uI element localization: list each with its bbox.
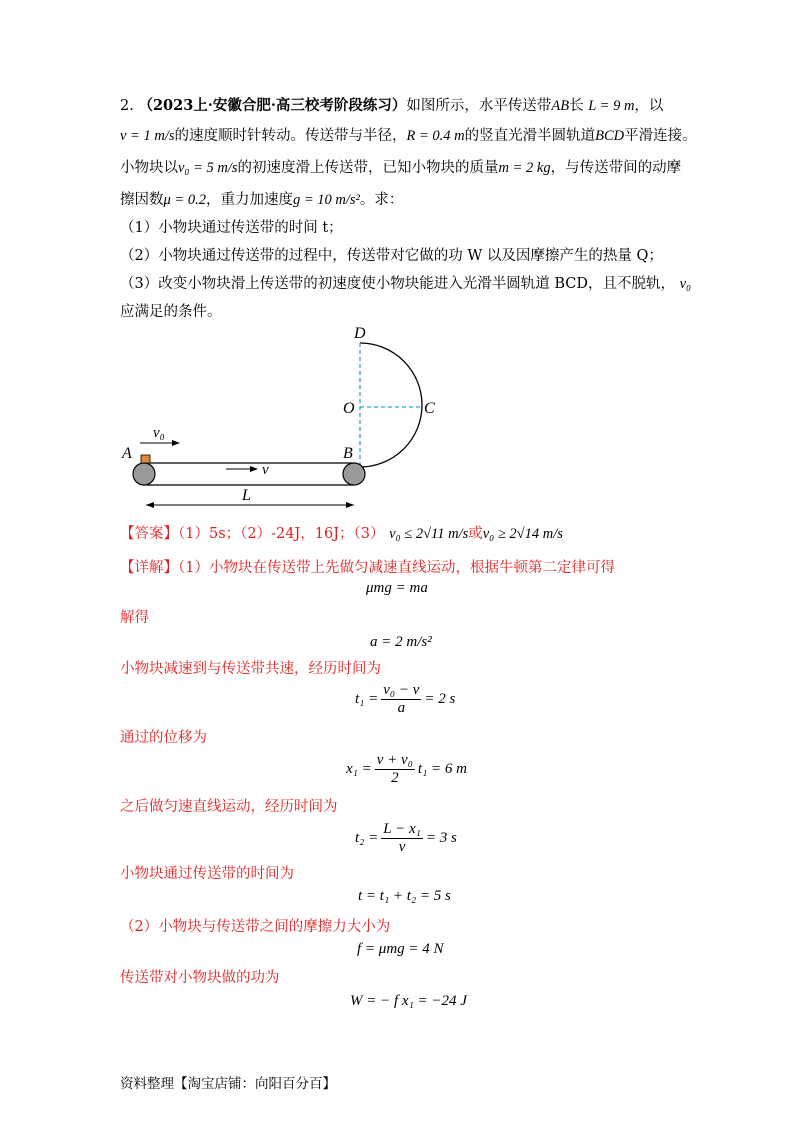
conveyor-figure: [0, 0, 800, 520]
l-arrow-right: [346, 502, 354, 508]
solution-line-7: （2）小物块与传送带之间的摩擦力大小为: [120, 919, 391, 935]
answer-or: 或: [468, 526, 483, 542]
eq4-numerator: v + v₀: [376, 752, 413, 768]
problem-text: 小物块以: [120, 160, 178, 176]
math-v0: v₀: [679, 276, 692, 292]
label-b: B: [343, 445, 353, 462]
math-v: v = 1 m/s: [120, 128, 175, 144]
eq3-denominator: a: [397, 700, 406, 716]
math-m: m = 2 kg: [498, 160, 551, 176]
problem-text: ，以: [634, 98, 664, 114]
footer-note: 资料整理【淘宝店铺：向阳百分百】: [120, 1076, 336, 1092]
question-3-text: （3）改变小物块滑上传送带的初速度使小物块能进入光滑半圆轨道 BCD，且不脱轨，: [120, 276, 675, 292]
answer-tag: 【答案】: [120, 526, 178, 542]
solution-line-6: 小物块通过传送带的时间为: [120, 866, 294, 882]
answer-condition-1: v₀ ≤ 2√11 m/s: [389, 526, 469, 542]
eq5-denominator: v: [398, 839, 406, 855]
label-o: O: [343, 400, 355, 417]
semicircle-track: [360, 343, 422, 467]
answer-line: [120, 524, 563, 544]
eq5-rhs: = 3 s: [425, 829, 457, 846]
eq3-fraction: [381, 682, 421, 717]
problem-text: 的初速度滑上传送带，已知小物块的质量: [237, 160, 499, 176]
eq4-rhs: t₁ = 6 m: [417, 760, 467, 777]
label-a: A: [122, 445, 132, 462]
label-l: L: [242, 487, 251, 504]
solution-line-2: 解得: [120, 610, 149, 626]
math-ab: AB: [551, 98, 570, 114]
eq3-lhs: t₁ =: [355, 690, 379, 707]
problem-text: ，重力加速度: [205, 192, 293, 208]
math-r: R = 0.4 m: [406, 128, 465, 144]
label-v0: v₀: [153, 425, 165, 441]
eq4-fraction: [375, 752, 415, 787]
v0-arrowhead: [172, 440, 180, 446]
eq5-numerator: L − x₁: [383, 821, 421, 837]
solution-text: （1）小物块在传送带上先做匀减速直线运动，根据牛顿第二定律可得: [178, 560, 615, 576]
block: [141, 455, 150, 463]
problem-source: （2023上·安徽合肥·高三校考阶段练习）: [138, 97, 407, 114]
question-1: （1）小物块通过传送带的时间 t；: [120, 220, 343, 236]
solution-line-5: 之后做匀速直线运动，经历时间为: [120, 799, 338, 815]
eq5-fraction: [381, 821, 423, 856]
solution-line-8: 传送带对小物块做的功为: [120, 970, 280, 986]
solution-line-3: 小物块减速到与传送带共速，经历时间为: [120, 661, 381, 677]
equation-6: t = t₁ + t₂ = 5 s: [358, 888, 451, 904]
math-mu: μ = 0.2: [163, 192, 206, 208]
problem-text: 擦因数: [120, 192, 164, 208]
solution-line-1: [120, 558, 615, 578]
equation-7: f = μmg = 4 N: [357, 941, 444, 957]
v-arrowhead: [250, 466, 258, 472]
eq4-lhs: x₁ =: [346, 760, 372, 777]
problem-text: 。求：: [359, 192, 404, 208]
eq3-rhs: = 2 s: [424, 690, 456, 707]
math-l: L = 9 m: [588, 98, 635, 114]
eq3-numerator: v₀ − v: [383, 682, 420, 698]
problem-text: 平滑连接。: [624, 128, 697, 144]
pulley-a: [133, 463, 155, 485]
problem-text: 的竖直光滑半圆轨道: [464, 128, 596, 144]
math-g: g = 10 m/s²: [292, 192, 360, 208]
label-c: C: [424, 400, 435, 417]
label-v: v: [262, 462, 269, 478]
problem-text: 长: [569, 98, 584, 114]
answer-condition-2: v₀ ≥ 2√14 m/s: [482, 526, 563, 542]
math-v0: v₀ = 5 m/s: [178, 160, 238, 176]
l-arrow-left: [146, 502, 154, 508]
equation-4: [346, 752, 467, 787]
equation-1: μmg = ma: [366, 580, 428, 596]
question-3-cont: 应满足的条件。: [120, 304, 222, 320]
problem-number: 2.: [120, 98, 134, 114]
problem-text: 如图所示，水平传送带: [406, 98, 552, 114]
solution-line-4: 通过的位移为: [120, 730, 207, 746]
math-bcd: BCD: [595, 128, 625, 144]
eq4-denominator: 2: [391, 770, 399, 786]
equation-5: [355, 821, 457, 856]
equation-3: [355, 682, 455, 717]
problem-text: ，与传送带间的动摩: [550, 160, 682, 176]
label-d: D: [354, 325, 366, 342]
answer-text: （1）5s；（2）-24J，16J；（3）: [178, 526, 385, 542]
pulley-b: [343, 463, 365, 485]
equation-8: W = − f x₁ = −24 J: [350, 993, 467, 1009]
problem-text: 的速度顺时针转动。传送带与半径，: [174, 128, 407, 144]
eq5-lhs: t₂ =: [355, 829, 379, 846]
solution-tag: 【详解】: [120, 560, 178, 576]
question-2: （2）小物块通过传送带的过程中，传送带对它做的功 W 以及因摩擦产生的热量 Q；: [120, 248, 663, 264]
equation-2: a = 2 m/s²: [370, 634, 432, 650]
